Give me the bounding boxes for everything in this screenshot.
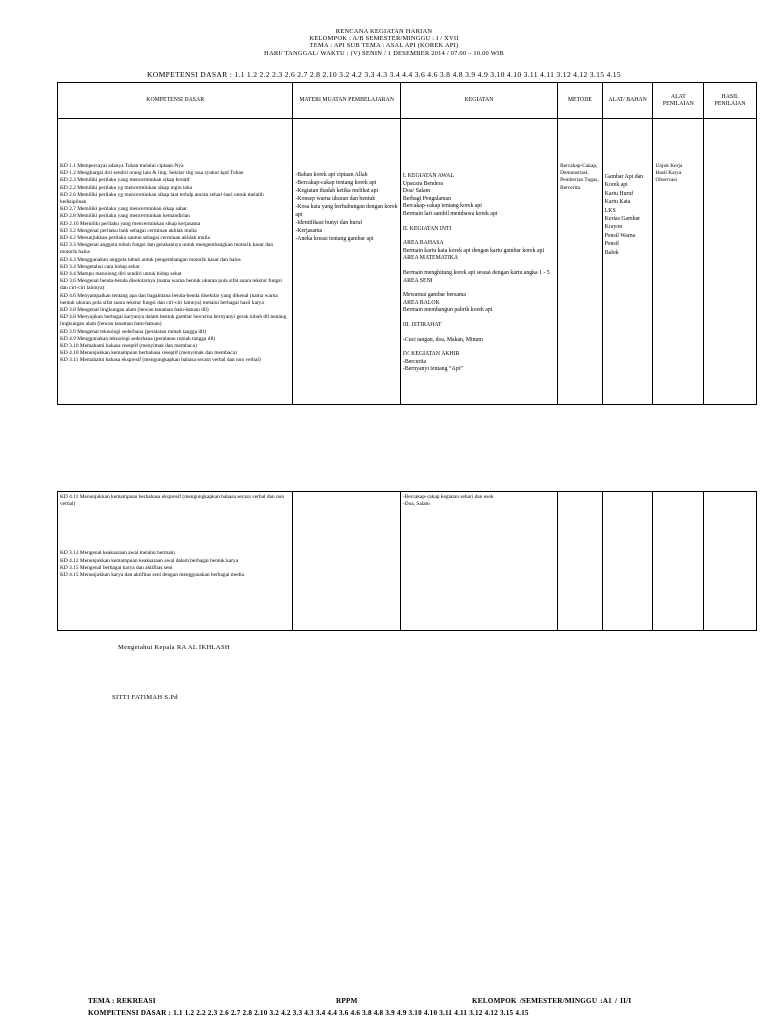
area-heading: AREA BALOK [402,299,440,306]
materi-item: -Kosa kata yang berhubungan dengan korek api [295,204,398,218]
kegiatan-heading: III. ISTIRAHAT [402,321,442,328]
kd-item: KD 3.9 Mengenal teknologi sederhana (peralatan rumah tangga dll) [60,328,206,335]
kegiatan-item: Bermain lari sambil membawa korek api [402,210,498,217]
kelompok-line: KELOMPOK : A/B SEMESTER/MINGGU : I / XVII [309,35,459,43]
alat-item: Kartu Huruf [604,190,634,197]
kegiatan-item: Berbagi Pengalaman [402,195,452,202]
table-row [58,492,757,631]
kegiatan-item: Bermain menghitung korek api sesuai dengan kartu angka 1 - 5 [402,269,550,276]
alat-penilaian-cell [653,119,704,405]
hasil-penilaian-cell [704,492,757,631]
table-row [58,119,757,405]
kd-item: KD 2.6 Memiliki perilaku yg mencerminkan sikap taat terhdp aturan sehari-hari untuk melatih kedisiplinan [60,191,264,206]
materi-item: -Kerjasama [295,228,323,234]
doc-title: RENCANA KEGIATAN HARIAN [335,28,433,35]
kd-item: KD 3.11 Memahami bahasa ekspresif (mengungkapkan bahasa secara verbal dan non verbal) [60,357,261,364]
kegiatan-cell [400,492,557,631]
document-header [0,28,768,57]
kd-item: KD 4.2 Menunjukkan perilaku santun sebagai cerminan akhlak mulia [60,235,210,242]
area-heading: AREA SENI [402,277,433,284]
kd-item: KD 3.8 Mengenal lingkungan alam (hewan tanaman batu-batuan dll) [60,307,209,314]
kegiatan-item: Bermain kartu kata korek api dengan kartu gambar korek api [402,247,545,254]
alat-item: Kartu Kata [604,199,631,206]
mengetahui-label: Mengetahui Kepala RA AL IKHLASH [118,644,230,651]
tema-line: TEMA : API SUB TEMA : ASAL API (KOREK API) [309,42,459,50]
col-header-kegiatan: KEGIATAN [400,83,557,119]
penilaian-item: Hasil Karya [655,170,682,177]
kd-item: KD 3.4 Mengetahui cara hidup sehat [60,263,140,270]
kd-item: KD 4.15 Menunjukkan karya dan aktifitas seni dengan menggunakan berbagai media [60,572,244,579]
materi-cell [293,492,401,631]
signatory-name: SITTI FATIMAH S.Pd [112,694,178,701]
alat-bahan-cell [602,119,653,405]
alat-item: Krayon [604,224,623,231]
penilaian-item: Unjuk Kerja [655,163,683,169]
kegiatan-item: Bercakap-cakap tentang korek api [402,203,482,210]
footer-tema: TEMA : REKREASI [88,997,156,1005]
alat-penilaian-cell [653,492,704,631]
col-header-materi: MATERI MUATAN PEMBELAJARAN [293,83,401,119]
metode-text: Bercakap-Cakap, Demonstrasi, Pemberian Tugas, Bercerita. [560,163,599,191]
footer-kompetensi-dasar: KOMPETENSI DASAR : 1.1 1.2 2.2 2.3 2.6 2.7 2.8 2.10 3.2 4.2 3.3 4.3 3.4 4.4 3.6 4.6 3.8 4.8 3.9 4.9 3.10 4.10 3.11 4.11 3.12 4.12 3.15 4.15 [88,1009,529,1017]
col-header-alat-penilaian: ALAT PENILAIAN [653,83,704,119]
kd-item: KD 2.2 Memiliki perilaku yg mencerminkan sikap ingin tahu [60,184,193,191]
kegiatan-heading: I. KEGIATAN AWAL [402,173,454,179]
kegiatan-item: -Cuci tangan, doa, Makan, Minum [402,336,483,343]
penilaian-item: Observasi [655,177,678,184]
alat-item: Kertas Gambar [604,216,640,223]
materi-cell [293,119,401,405]
kd-item: KD 1.2 Menghargai diri sendiri orang lain & ling. Sekitar sbg rasa syukur kpd Tuhan [60,170,244,177]
kd-item: KD 2.3 Memiliki perilaku yang mencerminkan sikap kreatif [60,177,190,184]
alat-item: Pensil [604,241,619,248]
kegiatan-heading: II. KEGIATAN INTI [402,225,452,232]
table-header-row [58,83,757,119]
alat-bahan-cell [602,492,653,631]
kegiatan-cell [400,119,557,405]
alat-item: LKS [604,207,616,214]
kd-item: KD 4.12 Menunjukkan kemampuan keaksaraan awal dalam berbagai bentuk karya [60,557,239,564]
tanggal-line: HARI/ TANGGAL/ WAKTU : (V) SENIN / 1 DESEMBER 2014 / 07.00 – 10.00 WIB [264,49,504,57]
kd-item: KD 4.3 Menggunakan anggota tubuh untuk pengembangan motorik kasar dan halus [60,256,241,263]
kd-item: KD 2.7 Memiliki perilaku yang mencerminkan sikap sabar [60,206,187,213]
kd-item: KD 4.6 Menyampaikan tentang apa dan bagaimana benda-benda disekitar yang dikenal (nama warna bentuk ukuran pola sifat suara tekstur fungsi dan ciri-ciri lainnya) melalui berbagai hasil karya [60,292,278,306]
kd-item: KD 2.8 Memiliki perilaku yang mencerminkan kemandirian [60,213,190,220]
kegiatan-item: -Bernyanyi tentang “Api” [402,366,463,373]
rpph-table-page1 [57,82,757,405]
hasil-penilaian-cell [704,119,757,405]
kd-item: KD 2.10 Memiliki perilaku yang mencerminkan sikap kerjasama [60,220,201,227]
kegiatan-item: Mewarnai gambar bersama [402,292,466,299]
kd-item: KD 3.6 Mengenal benda-benda disekitarnya (nama warna bentuk ukuran pola sifat suara tekstur fungsi dan ciri-ciri lainnya) [60,278,282,292]
materi-item: -Konsep warna ukuran dan bentuk [295,196,376,202]
rpph-table-page2 [57,491,757,631]
metode-cell [558,119,603,405]
kd-cell [58,119,293,405]
kegiatan-item: Bermain membangun pabrik korek api [402,307,493,314]
area-heading: AREA BAHASA [402,240,444,247]
footer-rppm: RPPM [336,997,358,1005]
kegiatan-item: Upacara Bendera [402,180,443,187]
kd-item: KD 1.1 Mempercayai adanya Tuhan melalui ciptaan-Nya [60,163,184,169]
kd-cell [58,492,293,631]
col-header-metode: METODE [558,83,603,119]
kegiatan-heading: IV. KEGIATAN AKHIR [402,351,460,358]
materi-item: -Identifikasi bunyi dan huruf [295,220,363,226]
footer-kelompok: KELOMPOK /SEMESTER/MINGGU :A1 / II/I [472,997,632,1005]
kd-item: KD 3.3 Mengenal anggota tubuh fungsi dan gerakannya untuk mengembangkan motorik kasar dan motorik halus [60,242,274,256]
materi-item: -Bahan korek api ciptaan Allah [295,172,368,178]
kd-item: KD 3.10 Memahami bahasa reseptif (menyimak dan membaca) [60,343,197,350]
metode-cell [558,492,603,631]
col-header-kd: KOMPETENSI DASAR [58,83,293,119]
kd-item: KD 3.2 Mengenal perilaku baik sebagai cerminan akhlak mulia [60,227,197,234]
kd-item: KD 3.12 Mengenal keaksaraan awal melalui bermain [60,550,175,557]
materi-item: -Kegiatan ibadah ketika melihat api [295,188,379,194]
materi-item: -Aneka kreasi tentang gambar api [295,236,374,242]
alat-item: Pensil Warna [604,232,636,239]
kd-item: KD 4.4 Mampu menolong diri sendiri untuk hidup sehat [60,271,182,278]
kompetensi-dasar-line: KOMPETENSI DASAR : 1.1 1.2 2.2 2.3 2.6 2.7 2.8 2.10 3.2 4.2 3.3 4.3 3.4 4.4 3.6 4.6 3.8 4.8 3.9 4.9 3.10 4.10 3.11 4.11 3.12 4.12 3.15 4.15 [147,70,621,79]
alat-item: Balok [604,249,619,256]
kegiatan-item: -Bercakap-cakap kegiatan sehari dan esok [402,494,494,500]
kegiatan-item: Doa/ Salam [402,188,431,195]
kd-item: KD 4.9 Menggunakan teknologi sederhana (peralatan rumah tangga dll) [60,335,216,342]
kegiatan-item: -Bercerita [402,358,427,365]
area-heading: AREA MATEMATIKA [402,255,459,262]
kd-item: KD 4.11 Menunjukkan kemampuan berbahasa ekspresif (mengungkapkan bahasa secara verbal dan non verbal) [60,494,285,508]
alat-item: Gambar Api dan Korek api [604,174,644,189]
kd-item: KD 3.15 Mengenal berbagai karya dan aktifitas seni [60,564,173,571]
kegiatan-item: -Doa, Salam [402,501,430,508]
col-header-alat-bahan: ALAT/ BAHAN [602,83,653,119]
kd-item: KD 4.8 Menyajikan berbagai karyanya dalam bentuk gambar bercerita bernyanyi gerak tubuh dll tentang lingkungan alam (hewan tanaman batu-batuan) [60,314,287,328]
materi-item: -Bercakap-cakap tentang korek api [295,180,377,186]
kd-item: KD 4.10 Menunjukkan kemampuan berbahasa reseptif (menyimak dan membaca) [60,350,237,357]
col-header-hasil-penilaian: HASIL PENILAIAN [704,83,757,119]
